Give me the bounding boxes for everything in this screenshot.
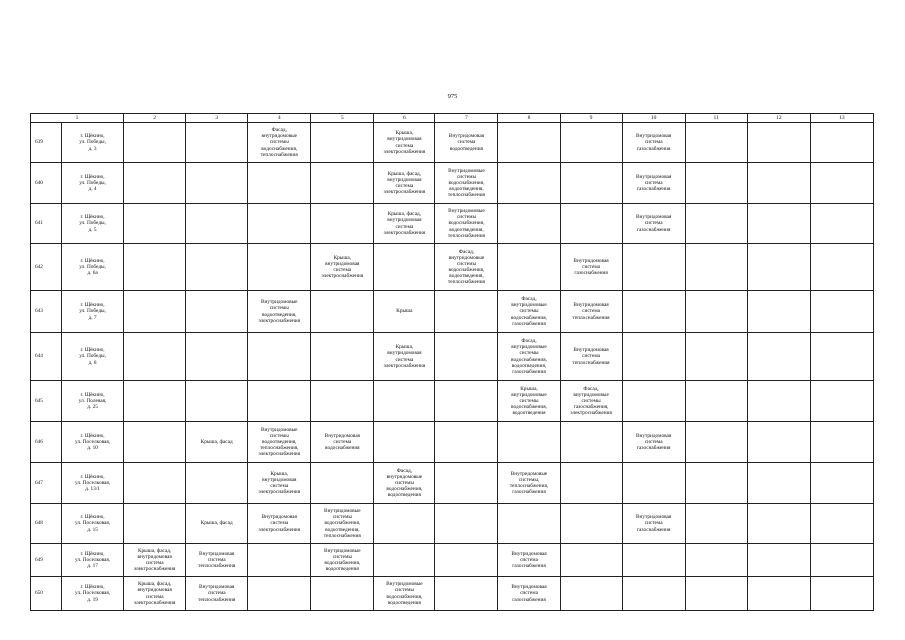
repair-schedule-table — [30, 113, 874, 611]
row-number: 648 — [31, 504, 62, 544]
table-row — [31, 291, 874, 333]
table-cell — [124, 422, 186, 463]
table-cell — [186, 244, 248, 291]
table-cell — [186, 381, 248, 422]
table-body — [31, 123, 874, 611]
table-cell — [685, 204, 747, 244]
column-header: 1 — [31, 114, 124, 123]
table-cell: Фасад, внутридомовые системы газоснабжения, электроснабжения — [560, 381, 622, 422]
table-cell — [311, 333, 374, 381]
table-cell — [498, 422, 560, 463]
column-header: 2 — [124, 114, 186, 123]
table-cell — [622, 463, 685, 504]
table-row — [31, 463, 874, 504]
table-cell: Крыша, внутридомовая система электроснабжения — [248, 463, 311, 504]
table-cell — [622, 577, 685, 611]
table-cell — [622, 333, 685, 381]
table-cell — [747, 463, 810, 504]
table-cell — [186, 291, 248, 333]
table-row — [31, 244, 874, 291]
table-cell — [747, 291, 810, 333]
column-header: 6 — [374, 114, 435, 123]
table-cell — [186, 163, 248, 204]
table-cell: Крыша, фасад, внутридомовая система электроснабжения — [374, 163, 435, 204]
table-cell — [810, 163, 873, 204]
table-cell — [498, 504, 560, 544]
table-cell — [685, 291, 747, 333]
header-row — [31, 114, 874, 123]
table-cell: Фасад, внутридомовые системы водоснабжения, газоснабжения — [498, 291, 560, 333]
table-cell — [622, 381, 685, 422]
address-cell: г. Щёкино, ул. Полевая, д. 25 — [62, 381, 124, 422]
table-cell — [747, 577, 810, 611]
column-header: 11 — [685, 114, 747, 123]
table-cell — [311, 291, 374, 333]
column-header: 4 — [248, 114, 311, 123]
table-cell: Внутридомовая система газоснабжения — [622, 123, 685, 163]
table-cell — [435, 422, 498, 463]
table-cell: Внутридомовая система газоснабжения — [622, 504, 685, 544]
row-number: 639 — [31, 123, 62, 163]
table-row — [31, 544, 874, 577]
table-cell — [248, 163, 311, 204]
table-cell — [311, 204, 374, 244]
table-cell — [248, 577, 311, 611]
table-cell — [311, 463, 374, 504]
table-cell — [435, 291, 498, 333]
table-cell — [810, 422, 873, 463]
table-cell — [622, 244, 685, 291]
address-cell: г. Щёкино, ул. Поселковая, д. 15 — [62, 504, 124, 544]
table-cell — [560, 422, 622, 463]
table-cell: Фасад, внутридомовые системы водоснабжения, водоотведения, теплоснабжения — [435, 244, 498, 291]
table-cell — [186, 333, 248, 381]
table-cell — [747, 422, 810, 463]
table-cell — [435, 504, 498, 544]
address-cell: г. Щёкино, ул. Победы, д. 5 — [62, 204, 124, 244]
address-cell: г. Щёкино, ул. Поселковая, д. 19 — [62, 577, 124, 611]
address-cell: г. Щёкино, ул. Поселковая, д. 17 — [62, 544, 124, 577]
table-cell — [747, 244, 810, 291]
table-cell — [248, 544, 311, 577]
table-cell — [685, 422, 747, 463]
table-cell — [435, 333, 498, 381]
row-number: 649 — [31, 544, 62, 577]
row-number: 641 — [31, 204, 62, 244]
row-number: 645 — [31, 381, 62, 422]
table-row — [31, 333, 874, 381]
row-number: 646 — [31, 422, 62, 463]
table-cell: Внутридомовая система водоотведения — [435, 123, 498, 163]
table-cell: Внутридомовая система водоснабжения — [311, 422, 374, 463]
table-cell: Внутридомовая система теплоснабжения — [560, 291, 622, 333]
table-cell — [124, 244, 186, 291]
table-cell: Внутридомовые системы, теплоснабжения, газоснабжения — [498, 463, 560, 504]
table-cell — [560, 504, 622, 544]
table-cell: Крыша, внутридомовая система электроснабжения — [311, 244, 374, 291]
table-cell — [685, 577, 747, 611]
table-cell — [747, 123, 810, 163]
table-cell — [747, 204, 810, 244]
table-cell — [124, 381, 186, 422]
table-cell: Крыша, фасад — [186, 422, 248, 463]
table-cell — [622, 544, 685, 577]
table-cell — [622, 291, 685, 333]
table-cell: Крыша, внутридомовые системы водоснабжения, водоотведения — [498, 381, 560, 422]
table-cell: Внутридомовые системы водоснабжения, водоотведения — [374, 577, 435, 611]
column-header: 10 — [622, 114, 685, 123]
table-cell: Внутридомовая система газоснабжения — [622, 422, 685, 463]
table-cell — [810, 123, 873, 163]
table-row — [31, 577, 874, 611]
table-cell — [685, 463, 747, 504]
table-cell — [311, 123, 374, 163]
address-cell: г. Щёкино, ул. Победы, д. 7 — [62, 291, 124, 333]
page-number: 975 — [447, 93, 458, 100]
table-cell — [810, 244, 873, 291]
table-cell — [810, 333, 873, 381]
row-number: 643 — [31, 291, 62, 333]
column-header: 8 — [498, 114, 560, 123]
column-header: 3 — [186, 114, 248, 123]
table-cell — [498, 163, 560, 204]
table-cell: Внутридомовая система теплоснабжения — [186, 544, 248, 577]
table-cell — [374, 544, 435, 577]
table-cell — [248, 204, 311, 244]
table-cell: Внутридомовая система газоснабжения — [622, 204, 685, 244]
table-cell — [810, 204, 873, 244]
address-cell: г. Щёкино, ул. Победы, д. 3 — [62, 123, 124, 163]
table-cell: Внутридомовая система газоснабжения — [622, 163, 685, 204]
table-cell — [374, 244, 435, 291]
address-cell: г. Щёкино, ул. Победы, д. 8 — [62, 333, 124, 381]
table-cell: Внутридомовые системы водоотведения, теплоснабжения, электроснабжения — [248, 422, 311, 463]
table-cell — [311, 381, 374, 422]
table-cell — [124, 291, 186, 333]
table-cell: Фасад, внутридомовые системы водоснабжения, водоотведения, газоснабжения — [498, 333, 560, 381]
row-number: 642 — [31, 244, 62, 291]
table-cell — [498, 123, 560, 163]
table-cell: Внутридомовая система газоснабжения — [498, 544, 560, 577]
table-cell — [186, 123, 248, 163]
row-number: 647 — [31, 463, 62, 504]
address-cell: г. Щёкино, ул. Поселковая, д. 13/1 — [62, 463, 124, 504]
table-cell: Крыша, фасад, внутридомовая система электроснабжения — [374, 204, 435, 244]
address-cell: г. Щёкино, ул. Поселковая, д. 10 — [62, 422, 124, 463]
column-header: 9 — [560, 114, 622, 123]
table-cell — [124, 204, 186, 244]
table-cell: Внутридомовая система теплоснабжения — [560, 333, 622, 381]
table-cell — [810, 544, 873, 577]
table-cell — [810, 381, 873, 422]
table-cell — [560, 163, 622, 204]
table-cell: Внутридомовые системы водоснабжения, водоотведения, теплоснабжения — [435, 163, 498, 204]
table-cell: Крыша, внутридомовая система электроснабжения — [374, 123, 435, 163]
row-number: 640 — [31, 163, 62, 204]
table-cell: Крыша, внутридомовая система электроснабжения — [374, 333, 435, 381]
table-cell: Внутридомовые системы водоотведения, электроснабжения — [248, 291, 311, 333]
table-cell — [435, 463, 498, 504]
table-cell — [685, 333, 747, 381]
column-header: 5 — [311, 114, 374, 123]
table-cell — [685, 244, 747, 291]
table-cell — [435, 577, 498, 611]
table-cell: Внутридомовая система газоснабжения — [498, 577, 560, 611]
table-cell — [311, 577, 374, 611]
table-cell: Внутридомовая система теплоснабжения — [186, 577, 248, 611]
table-cell — [560, 463, 622, 504]
table-row — [31, 123, 874, 163]
table-cell — [374, 504, 435, 544]
column-header: 7 — [435, 114, 498, 123]
table-cell — [810, 577, 873, 611]
address-cell: г. Щёкино, ул. Победы, д. 6а — [62, 244, 124, 291]
table-cell — [248, 244, 311, 291]
table-cell — [124, 333, 186, 381]
table-cell — [124, 504, 186, 544]
table-cell — [560, 544, 622, 577]
address-cell: г. Щёкино, ул. Победы, д. 4 — [62, 163, 124, 204]
table-cell — [435, 544, 498, 577]
table-cell — [810, 504, 873, 544]
table-cell — [747, 504, 810, 544]
table-cell: Фасад, внутридомовые системы водоснабжения, водоотведения — [374, 463, 435, 504]
table-cell — [560, 123, 622, 163]
table-cell — [810, 291, 873, 333]
column-header: 13 — [810, 114, 873, 123]
column-header: 12 — [747, 114, 810, 123]
table-cell — [685, 381, 747, 422]
row-number: 644 — [31, 333, 62, 381]
table-cell — [186, 204, 248, 244]
table-cell — [560, 577, 622, 611]
table-cell — [374, 381, 435, 422]
table-cell: Внутридомовые системы водоснабжения, водоотведения, теплоснабжения — [435, 204, 498, 244]
table-cell — [685, 123, 747, 163]
table-cell — [747, 381, 810, 422]
table-cell — [248, 333, 311, 381]
table-cell — [124, 163, 186, 204]
table-cell: Фасад, внутридомовые системы водоснабжения, теплоснабжения — [248, 123, 311, 163]
table-cell — [311, 163, 374, 204]
table-cell — [747, 163, 810, 204]
table-cell — [685, 544, 747, 577]
table-cell — [186, 463, 248, 504]
table-cell — [560, 204, 622, 244]
table-cell — [747, 544, 810, 577]
table-cell — [685, 163, 747, 204]
table-row — [31, 381, 874, 422]
table-cell — [498, 204, 560, 244]
table-cell — [124, 123, 186, 163]
table-row — [31, 163, 874, 204]
table-cell — [124, 463, 186, 504]
table-cell — [374, 422, 435, 463]
table-row — [31, 504, 874, 544]
table-row — [31, 422, 874, 463]
table-cell: Крыша, фасад, внутридомовая система электроснабжения — [124, 577, 186, 611]
table-cell: Внутридомовая система электроснабжения — [248, 504, 311, 544]
table-cell — [685, 504, 747, 544]
table-cell: Крыша, фасад, внутридомовая система электроснабжения — [124, 544, 186, 577]
table-cell: Крыша — [374, 291, 435, 333]
table-cell — [248, 381, 311, 422]
table-row — [31, 204, 874, 244]
table-cell: Внутридомовая система газоснабжения — [560, 244, 622, 291]
table-cell — [498, 244, 560, 291]
table-cell — [747, 333, 810, 381]
row-number: 650 — [31, 577, 62, 611]
table-cell — [810, 463, 873, 504]
table-cell: Крыша, фасад — [186, 504, 248, 544]
table-cell — [435, 381, 498, 422]
table-cell: Внутридомовые системы водоснабжения, водоотведения — [311, 544, 374, 577]
table-cell: Внутридомовые системы водоснабжения, водоотведения, теплоснабжения — [311, 504, 374, 544]
